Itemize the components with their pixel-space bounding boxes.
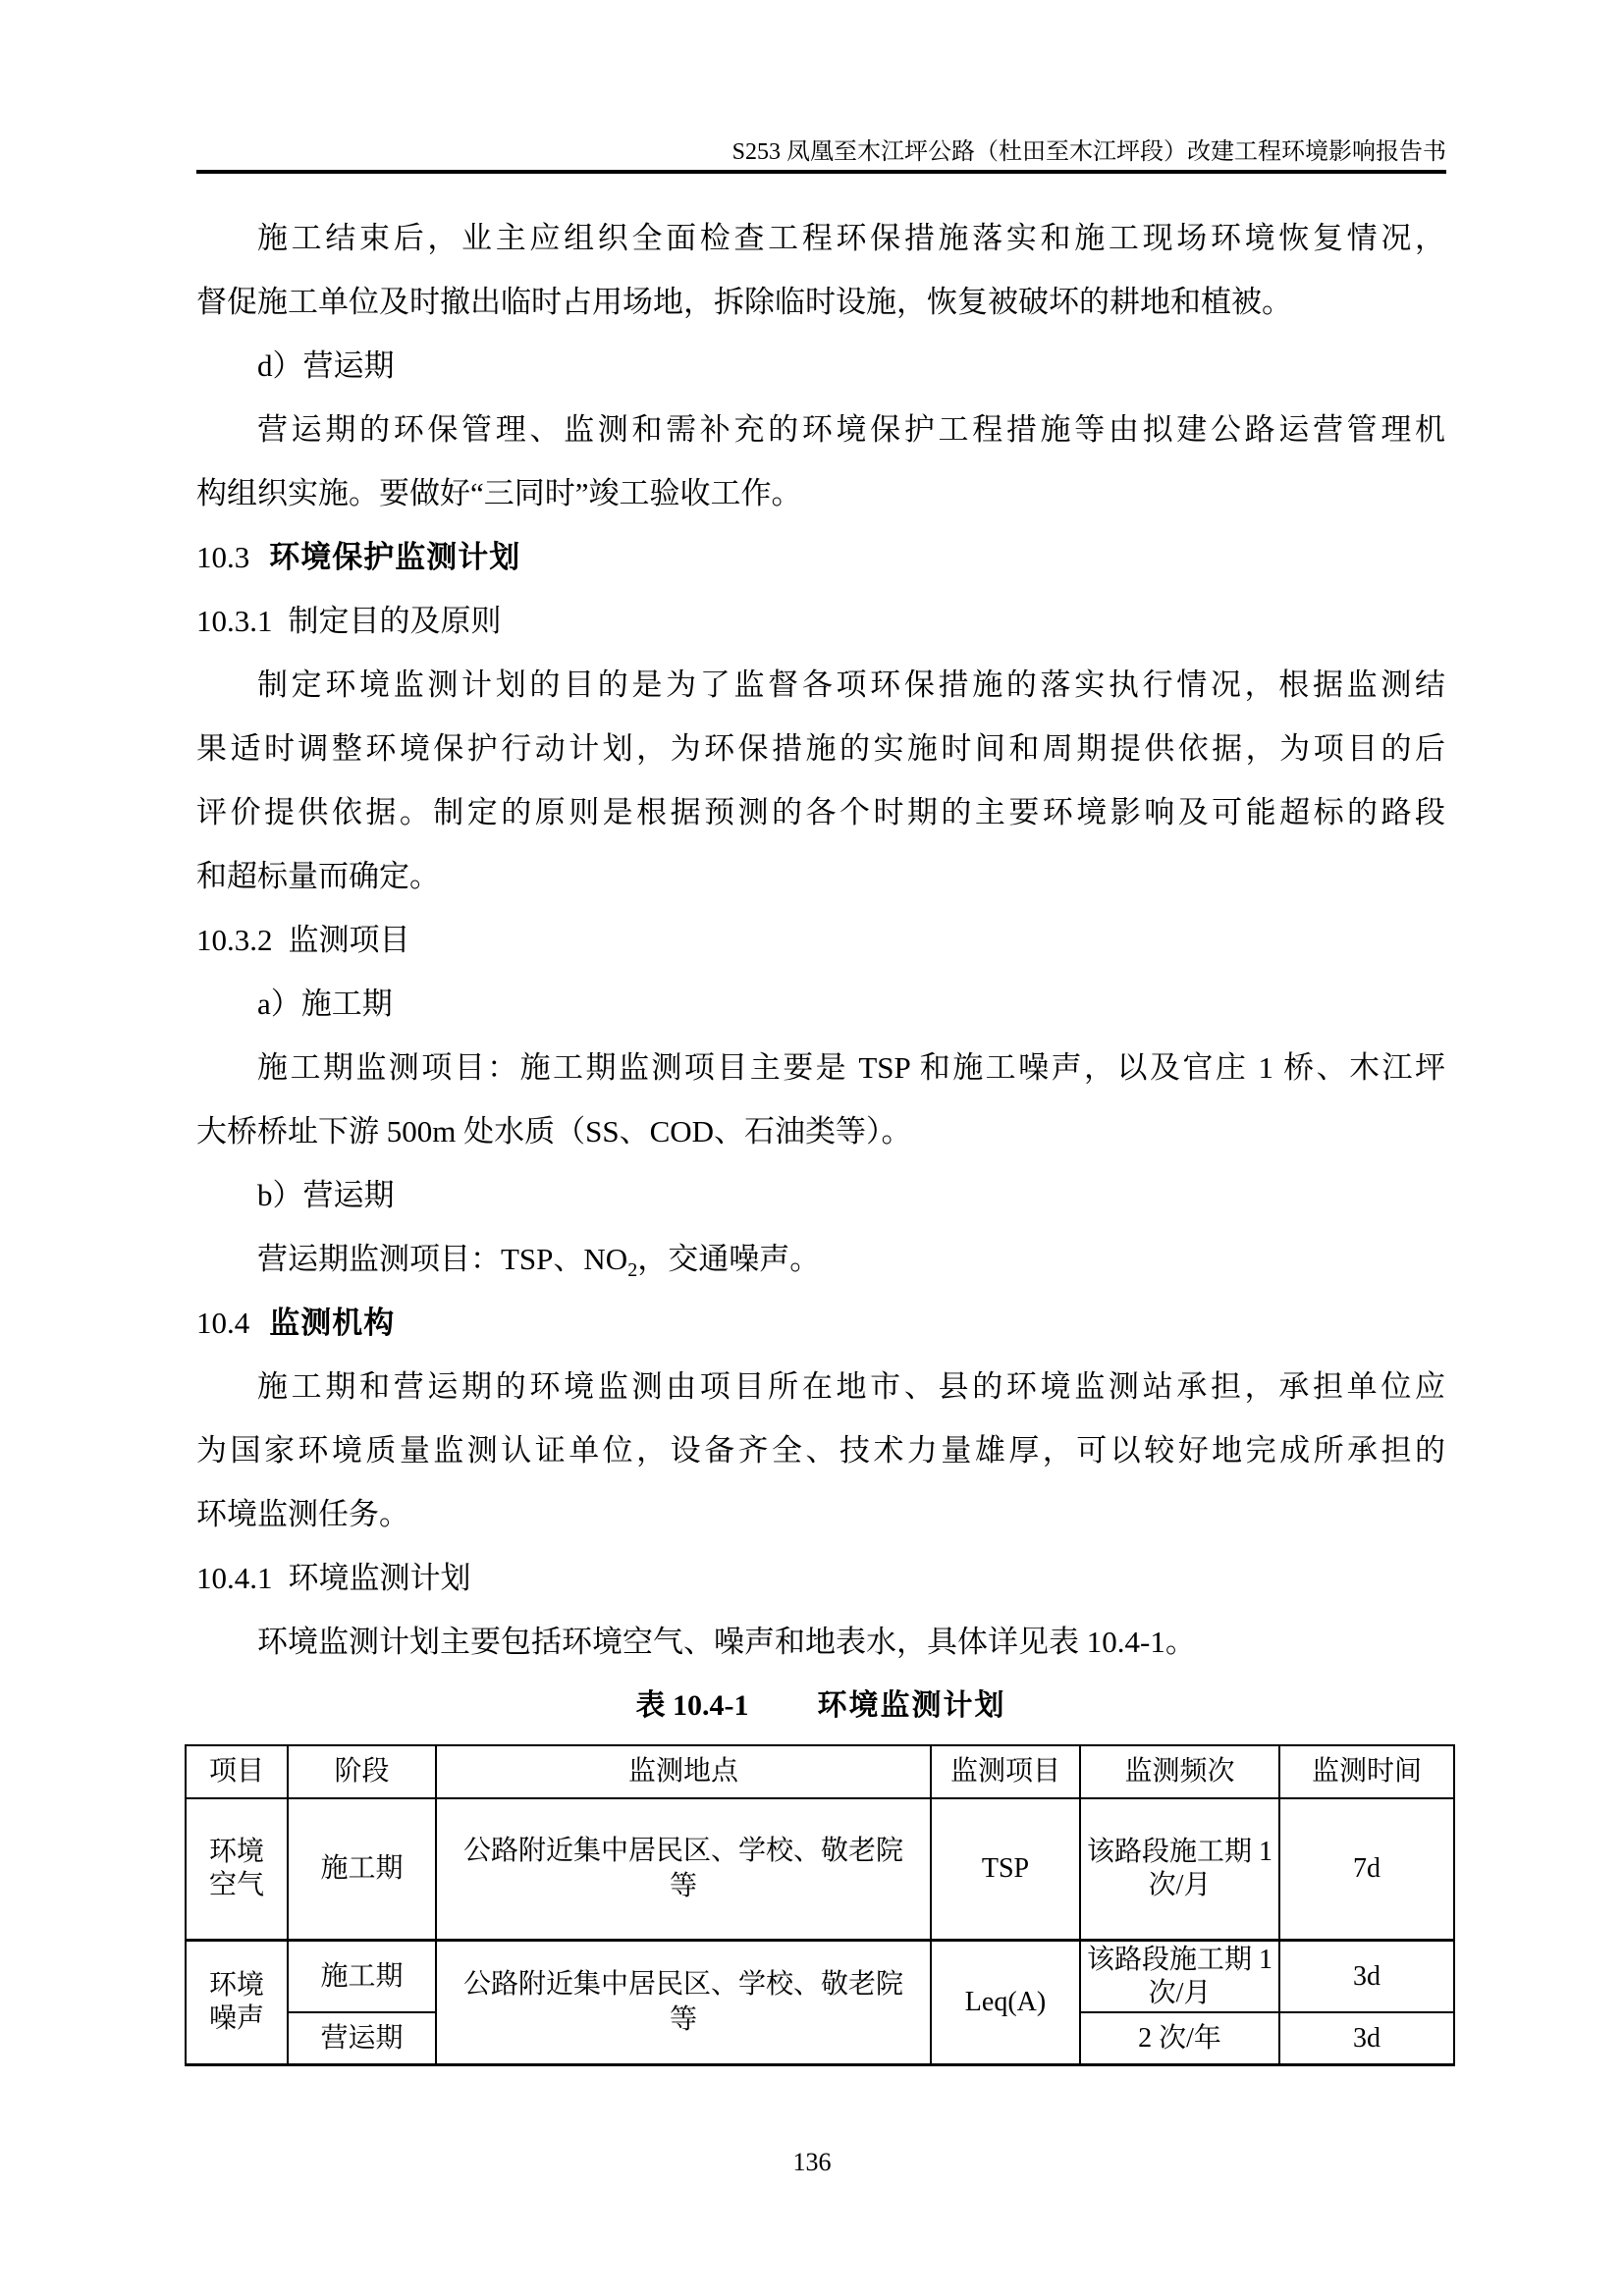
list-item-a: a）施工期 — [257, 987, 393, 1021]
column-header-stage: 阶段 — [288, 1745, 436, 1798]
subsection-heading-10-4-1 — [196, 1546, 1445, 1610]
paragraph-line: 施工结束后，业主应组织全面检查工程环保措施落实和施工现场环境恢复情况， — [257, 221, 1445, 255]
table-row-noise-construction — [186, 1941, 1454, 2013]
page-body — [196, 176, 1445, 2066]
column-header-parameter: 监测项目 — [931, 1745, 1080, 1798]
cell-noise-frequency-construction: 该路段施工期 1 次/月 — [1080, 1941, 1279, 2013]
subscript-text: 2 — [627, 1259, 638, 1282]
cell-air-frequency: 该路段施工期 1 次/月 — [1080, 1798, 1279, 1941]
column-header-frequency: 监测频次 — [1080, 1745, 1279, 1798]
subsection-title: 环境监测计划 — [288, 1561, 471, 1595]
paragraph-text: ，交通噪声。 — [637, 1242, 821, 1276]
table-header-row — [186, 1745, 1454, 1798]
table-caption — [196, 1674, 1445, 1737]
cell-noise-duration-construction: 3d — [1279, 1941, 1454, 2013]
subsection-heading-10-3-2 — [196, 908, 1445, 972]
paragraph-text: 营运期监测项目：TSP、NO — [257, 1242, 628, 1276]
cell-air-item: 环境空气 — [186, 1798, 288, 1941]
paragraph-line: 果适时调整环境保护行动计划，为环保措施的实施时间和周期提供依据，为项目的后 — [196, 731, 1445, 766]
list-item-d: d）营运期 — [257, 348, 395, 383]
paragraph-line: 环境监测计划主要包括环境空气、噪声和地表水，具体详见表 10.4-1。 — [257, 1625, 1196, 1659]
cell-noise-location: 公路附近集中居民区、学校、敬老院等 — [436, 1941, 931, 2065]
cell-air-stage: 施工期 — [288, 1798, 436, 1941]
paragraph-line: 营运期的环保管理、监测和需补充的环境保护工程措施等由拟建公路运营管理机 — [257, 412, 1445, 447]
paragraph-line: 评价提供依据。制定的原则是根据预测的各个时期的主要环境影响及可能超标的路段 — [196, 795, 1445, 829]
page-header-title: S253 凤凰至木江坪公路（杜田至木江坪段）改建工程环境影响报告书 — [731, 139, 1446, 165]
cell-noise-parameter: Leq(A) — [931, 1941, 1080, 2065]
cell-noise-stage-operation: 营运期 — [288, 2012, 436, 2065]
section-title: 环境保护监测计划 — [269, 540, 521, 574]
cell-air-parameter: TSP — [931, 1798, 1080, 1941]
table-caption-title: 环境监测计划 — [817, 1689, 1006, 1722]
paragraph-line: 施工期监测项目：施工期监测项目主要是 TSP 和施工噪声，以及官庄 1 桥、木江坪 — [257, 1050, 1445, 1085]
subsection-number: 10.4.1 — [196, 1561, 273, 1595]
paragraph-line: 和超标量而确定。 — [196, 859, 440, 893]
paragraph-line: 施工期和营运期的环境监测由项目所在地市、县的环境监测站承担，承担单位应 — [257, 1369, 1445, 1404]
section-heading-10-3 — [196, 525, 1445, 589]
column-header-location: 监测地点 — [436, 1745, 931, 1798]
cell-noise-stage-construction: 施工期 — [288, 1941, 436, 2013]
subsection-title: 监测项目 — [288, 923, 410, 957]
subsection-heading-10-3-1 — [196, 589, 1445, 653]
paragraph-line: 制定环境监测计划的目的是为了监督各项环保措施的落实执行情况，根据监测结 — [257, 667, 1445, 702]
monitoring-plan-table — [185, 1744, 1455, 2066]
section-number: 10.3 — [196, 540, 250, 574]
column-header-duration: 监测时间 — [1279, 1745, 1454, 1798]
table-caption-label: 表 10.4-1 — [635, 1689, 749, 1722]
paragraph-line: 大桥桥址下游 500m 处水质（SS、COD、石油类等）。 — [196, 1114, 912, 1148]
section-title: 监测机构 — [269, 1306, 396, 1340]
section-heading-10-4 — [196, 1291, 1445, 1355]
subsection-number: 10.3.2 — [196, 923, 273, 957]
paragraph-line: 督促施工单位及时撤出临时占用场地，拆除临时设施，恢复被破坏的耕地和植被。 — [196, 285, 1292, 319]
column-header-item: 项目 — [186, 1745, 288, 1798]
section-number: 10.4 — [196, 1306, 250, 1340]
cell-noise-duration-operation: 3d — [1279, 2012, 1454, 2065]
list-item-b: b）营运期 — [257, 1178, 395, 1212]
page-header — [196, 136, 1446, 174]
page-number: 136 — [792, 2148, 832, 2176]
cell-air-duration: 7d — [1279, 1798, 1454, 1941]
cell-noise-item: 环境噪声 — [186, 1941, 288, 2065]
paragraph-line — [196, 1227, 1445, 1291]
subsection-number: 10.3.1 — [196, 604, 273, 638]
cell-noise-frequency-operation: 2 次/年 — [1080, 2012, 1279, 2065]
table-row-air — [186, 1798, 1454, 1941]
subsection-title: 制定目的及原则 — [288, 604, 502, 638]
cell-air-location: 公路附近集中居民区、学校、敬老院等 — [436, 1798, 931, 1941]
paragraph-line: 环境监测任务。 — [196, 1497, 409, 1531]
paragraph-line: 为国家环境质量监测认证单位，设备齐全、技术力量雄厚，可以较好地完成所承担的 — [196, 1433, 1445, 1468]
paragraph-line: 构组织实施。要做好“三同时”竣工验收工作。 — [196, 476, 802, 510]
